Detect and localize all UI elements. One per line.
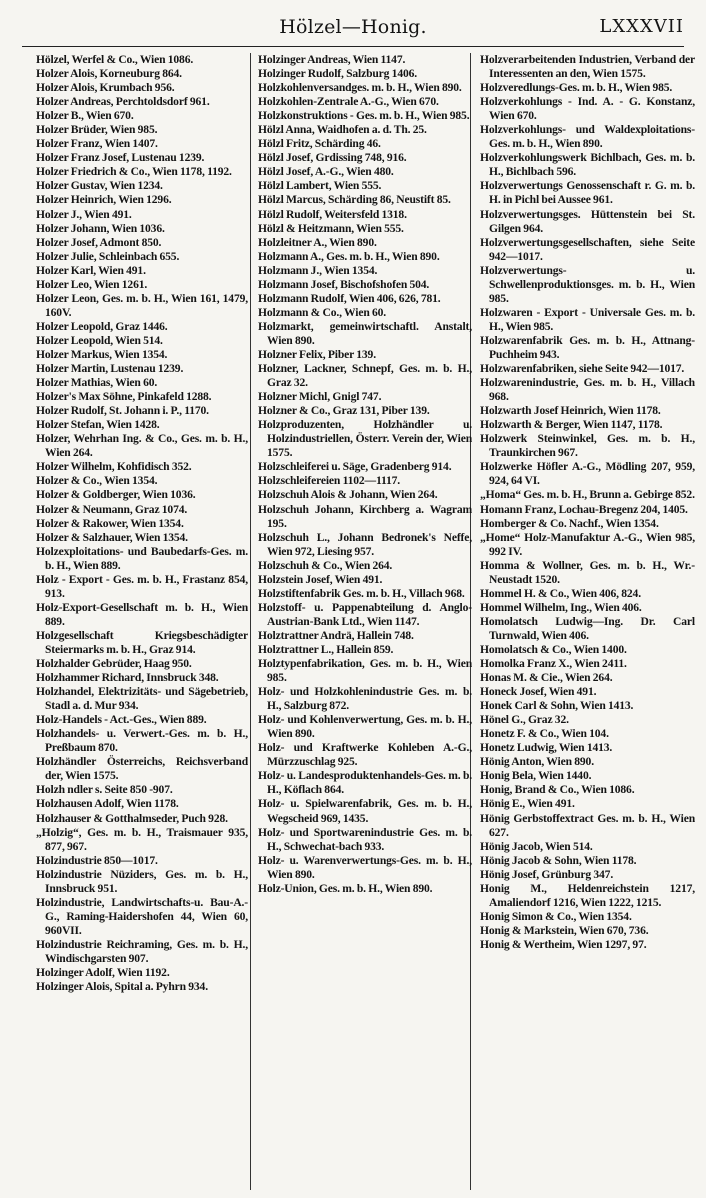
directory-entry: Holzleitner A., Wien 890. — [258, 235, 377, 249]
directory-entry: Holzwarenfabriken, siehe Seite 942—1017. — [480, 362, 685, 376]
directory-entry: Holzer Leo, Wien 1261. — [36, 277, 148, 291]
directory-entry: Holz- u. Spielwarenfabrik, Ges. m. b. H., Wegscheid 969, 1435. — [258, 797, 472, 825]
directory-entry: Hommel H. & Co., Wien 406, 824. — [480, 586, 641, 600]
directory-entry: Holzer Leopold, Graz 1446. — [36, 319, 168, 333]
directory-entry: Hönig E., Wien 491. — [480, 797, 575, 811]
directory-entry: Holzhandel, Elektrizitäts- und Sägebetrieb, Stadl a. d. Mur 934. — [36, 685, 248, 713]
directory-entry: Hönig Josef, Grünburg 347. — [480, 867, 614, 881]
directory-entry: Holzverkohlungs- und Waldexploitations-Ges. m. b. H., Wien 890. — [480, 123, 695, 151]
directory-entry: „Holzig“, Ges. m. b. H., Traismauer 935, 877, 967. — [36, 825, 248, 853]
directory-entry: Holzner & Co., Graz 131, Piber 139. — [258, 404, 430, 418]
directory-entry: Holzstein Josef, Wien 491. — [258, 572, 383, 586]
directory-entry: Hölzl Marcus, Schärding 86, Neustift 85. — [258, 193, 451, 207]
directory-entry: Holzstoff- u. Pappenabteilung d. Anglo-Austrian-Bank Ltd., Wien 1147. — [258, 600, 472, 628]
directory-entry: Holzer J., Wien 491. — [36, 207, 132, 221]
directory-entry: Hölzl Lambert, Wien 555. — [258, 179, 382, 193]
directory-entry: Holzverwertungsgesellschaften, siehe Seite 942—1017. — [480, 235, 695, 263]
directory-entry: Holzer Brüder, Wien 985. — [36, 123, 158, 137]
directory-entry: Holzhandels- u. Verwert.-Ges. m. b. H., Preßbaum 870. — [36, 727, 248, 755]
directory-entry: Holzkohlenversandges. m. b. H., Wien 890. — [258, 81, 462, 95]
directory-entry: Holzer, Wehrhan Ing. & Co., Ges. m. b. H., Wien 264. — [36, 432, 248, 460]
directory-entry: Holzer Josef, Admont 850. — [36, 235, 162, 249]
directory-entry: Holzwerk Steinwinkel, Ges. m. b. H., Traunkirchen 967. — [480, 432, 695, 460]
directory-entry: Holzer Wilhelm, Kohfidisch 352. — [36, 460, 192, 474]
directory-entry: Honeck Josef, Wien 491. — [480, 685, 597, 699]
directory-entry: Holz- und Kohlenverwertung, Ges. m. b. H., Wien 890. — [258, 713, 472, 741]
directory-entry: Holzveredlungs-Ges. m. b. H., Wien 985. — [480, 81, 673, 95]
directory-entry: Holzer Gustav, Wien 1234. — [36, 179, 163, 193]
directory-entry: Holzer Heinrich, Wien 1296. — [36, 193, 172, 207]
directory-entry: Holzkonstruktions - Ges. m. b. H., Wien 985. — [258, 109, 470, 123]
directory-entry: Holzer Alois, Korneuburg 864. — [36, 67, 182, 81]
directory-entry: „Home“ Holz-Manufaktur A.-G., Wien 985, 992 IV. — [480, 530, 695, 558]
directory-entry: Hönig Gerbstoffextract Ges. m. b. H., Wien 627. — [480, 811, 695, 839]
directory-entry: Holzschuh & Co., Wien 264. — [258, 558, 393, 572]
directory-entry: Holzhammer Richard, Innsbruck 348. — [36, 671, 219, 685]
directory-entry: Hönig Jacob & Sohn, Wien 1178. — [480, 853, 637, 867]
directory-entry: Holzinger Rudolf, Salzburg 1406. — [258, 67, 418, 81]
directory-entry: Hölzl Josef, A.-G., Wien 480. — [258, 165, 394, 179]
directory-entry: Holzner Michl, Gnigl 747. — [258, 390, 382, 404]
directory-columns — [36, 53, 698, 1193]
directory-entry: Holzer Julie, Schleinbach 655. — [36, 249, 180, 263]
directory-entry: Holzwarth & Berger, Wien 1147, 1178. — [480, 418, 663, 432]
directory-entry: Honetz F. & Co., Wien 104. — [480, 727, 609, 741]
directory-entry: Holzschuh L., Johann Bedronek's Neffe, Wien 972, Liesing 957. — [258, 530, 472, 558]
directory-entry: Holzstiftenfabrik Ges. m. b. H., Villach 968. — [258, 586, 465, 600]
directory-entry: Homolka Franz X., Wien 2411. — [480, 657, 627, 671]
directory-entry: Holzschleiferei u. Säge, Gradenberg 914. — [258, 460, 452, 474]
directory-entry: Holzwarth Josef Heinrich, Wien 1178. — [480, 404, 661, 418]
directory-entry: Holz- und Kraftwerke Kohleben A.-G., Mürzzuschlag 925. — [258, 741, 472, 769]
directory-entry: Holzmann & Co., Wien 60. — [258, 305, 387, 319]
directory-entry: Holzverkohlungswerk Bichlbach, Ges. m. b. H., Bichlbach 596. — [480, 151, 695, 179]
directory-entry: Hölzl Josef, Grdissing 748, 916. — [258, 151, 407, 165]
directory-entry: Holzner, Lackner, Schnepf, Ges. m. b. H., Graz 32. — [258, 362, 472, 390]
directory-entry: Holzer & Co., Wien 1354. — [36, 474, 158, 488]
directory-entry: Holzexploitations- und Baubedarfs-Ges. m. b. H., Wien 889. — [36, 544, 248, 572]
directory-entry: Holztrattner Andrä, Hallein 748. — [258, 628, 414, 642]
directory-entry: Honig Bela, Wien 1440. — [480, 769, 592, 783]
directory-entry: Homann Franz, Lochau-Bregenz 204, 1405. — [480, 502, 688, 516]
page-number: LXXXVII — [599, 16, 684, 37]
directory-entry: Homma & Wollner, Ges. m. b. H., Wr.-Neustadt 1520. — [480, 558, 695, 586]
directory-entry: Hölzel, Werfel & Co., Wien 1086. — [36, 53, 194, 66]
directory-entry: Holzer Stefan, Wien 1428. — [36, 418, 160, 432]
directory-entry: Holzer Rudolf, St. Johann i. P., 1170. — [36, 404, 209, 418]
directory-entry: Honek Carl & Sohn, Wien 1413. — [480, 699, 634, 713]
directory-entry: Hölzl Fritz, Schärding 46. — [258, 137, 381, 151]
directory-entry: Holz- u. Warenverwertungs-Ges. m. b. H., Wien 890. — [258, 853, 472, 881]
directory-entry: Holzproduzenten, Holzhändler u. Holzindustriellen, Österr. Verein der, Wien 1575. — [258, 418, 472, 460]
directory-entry: Hölzl Anna, Waidhofen a. d. Th. 25. — [258, 123, 427, 137]
directory-entry: Holzmarkt, gemeinwirtschaftl. Anstalt, Wien 890. — [258, 319, 472, 347]
directory-entry: Holzmann Josef, Bischofshofen 504. — [258, 277, 430, 291]
directory-entry: Holzindustrie, Landwirtschafts-u. Bau-A.-G., Raming-Haidershofen 44, Wien 60, 960VII. — [36, 895, 248, 937]
directory-entry: Hönig Jacob, Wien 514. — [480, 839, 593, 853]
page-title: Hölzel—Honig. — [279, 16, 427, 38]
directory-entry: Holzer Alois, Krumbach 956. — [36, 81, 175, 95]
directory-entry: Holzner Felix, Piber 139. — [258, 347, 376, 361]
header-rule — [22, 46, 684, 47]
directory-entry: Homolatsch & Co., Wien 1400. — [480, 642, 627, 656]
directory-entry: Holztrattner L., Hallein 859. — [258, 642, 394, 656]
directory-entry: Holzverwertungs- u. Schwellenproduktionsges. m. b. H., Wien 985. — [480, 263, 695, 305]
directory-entry: Holz - Export - Ges. m. b. H., Frastanz 854, 913. — [36, 572, 248, 600]
directory-entry: Hönel G., Graz 32. — [480, 713, 569, 727]
directory-entry: Honig M., Heldenreichstein 1217, Amaliendorf 1216, Wien 1222, 1215. — [480, 881, 695, 909]
directory-entry: Homberger & Co. Nachf., Wien 1354. — [480, 516, 659, 530]
directory-entry: Holzer B., Wien 670. — [36, 109, 134, 123]
directory-entry: Holzschuh Alois & Johann, Wien 264. — [258, 488, 438, 502]
directory-entry: Holzindustrie 850—1017. — [36, 853, 158, 867]
directory-entry: Holzschleifereien 1102—1117. — [258, 474, 401, 488]
directory-entry: Holzverkohlungs - Ind. A. - G. Konstanz, Wien 670. — [480, 95, 695, 123]
directory-entry: Holzwerke Höfler A.-G., Mödling 207, 959, 924, 64 VI. — [480, 460, 695, 488]
directory-entry: Holzgesellschaft Kriegsbeschädigter Steiermarks m. b. H., Graz 914. — [36, 628, 248, 656]
directory-entry: Hölzl & Heitzmann, Wien 555. — [258, 221, 404, 235]
directory-entry: Holz- und Holzkohlenindustrie Ges. m. b. H., Salzburg 872. — [258, 685, 472, 713]
directory-entry: Holzer Franz Josef, Lustenau 1239. — [36, 151, 205, 165]
directory-entry: Honig, Brand & Co., Wien 1086. — [480, 783, 635, 797]
column-1 — [36, 53, 248, 1193]
directory-entry: Holzwarenfabrik Ges. m. b. H., Attnang-Puchheim 943. — [480, 333, 695, 361]
directory-entry: Holzmann A., Ges. m. b. H., Wien 890. — [258, 249, 440, 263]
directory-entry: Holzh ndler s. Seite 850 -907. — [36, 783, 173, 797]
directory-entry: Hölzl Rudolf, Weitersfeld 1318. — [258, 207, 407, 221]
directory-entry: Hönig Anton, Wien 890. — [480, 755, 594, 769]
directory-entry: Holzer Markus, Wien 1354. — [36, 347, 168, 361]
directory-entry: Holzer Friedrich & Co., Wien 1178, 1192. — [36, 165, 232, 179]
directory-entry: Hommel Wilhelm, Ing., Wien 406. — [480, 600, 642, 614]
column-2 — [258, 53, 472, 1193]
directory-entry: Holzverwertungs Genossenschaft r. G. m. b. H. in Pichl bei Aussee 961. — [480, 179, 695, 207]
directory-entry: Holzer Leon, Ges. m. b. H., Wien 161, 1479, 160V. — [36, 291, 248, 319]
directory-entry: Honetz Ludwig, Wien 1413. — [480, 741, 613, 755]
directory-entry: Holzinger Alois, Spital a. Pyhrn 934. — [36, 980, 208, 994]
directory-entry: Holzwaren - Export - Universale Ges. m. b. H., Wien 985. — [480, 305, 695, 333]
directory-entry: Holzhändler Österreichs, Reichsverband der, Wien 1575. — [36, 755, 248, 783]
column-3 — [480, 53, 695, 1193]
directory-entry: Honig & Wertheim, Wien 1297, 97. — [480, 937, 647, 951]
directory-entry: Holzer & Goldberger, Wien 1036. — [36, 488, 196, 502]
directory-entry: Holzindustrie Reichraming, Ges. m. b. H., Windischgarsten 907. — [36, 937, 248, 965]
directory-entry: Holzer Andreas, Perchtoldsdorf 961. — [36, 95, 210, 109]
directory-entry: Holzer Johann, Wien 1036. — [36, 221, 165, 235]
directory-entry: Holz-Export-Gesellschaft m. b. H., Wien 889. — [36, 600, 248, 628]
directory-entry: Holzhauser & Gotthalmseder, Puch 928. — [36, 811, 228, 825]
directory-entry: Holz-Handels - Act.-Ges., Wien 889. — [36, 713, 207, 727]
directory-entry: Holzinger Adolf, Wien 1192. — [36, 966, 170, 980]
directory-entry: Holzkohlen-Zentrale A.-G., Wien 670. — [258, 95, 439, 109]
directory-entry: Holzer Leopold, Wien 514. — [36, 333, 163, 347]
directory-entry: Holzer Martin, Lustenau 1239. — [36, 362, 184, 376]
directory-entry: Holzverarbeitenden Industrien, Verband der Interessenten an den, Wien 1575. — [480, 53, 695, 81]
directory-entry: Holzer & Rakower, Wien 1354. — [36, 516, 184, 530]
directory-entry: Holz- u. Landesproduktenhandels-Ges. m. b. H., Köflach 864. — [258, 769, 472, 797]
directory-entry: Holztypenfabrikation, Ges. m. b. H., Wien 985. — [258, 657, 472, 685]
page-header — [0, 12, 706, 46]
directory-entry: Holz- und Sportwarenindustrie Ges. m. b. H., Schwechat-bach 933. — [258, 825, 472, 853]
directory-entry: Holzhausen Adolf, Wien 1178. — [36, 797, 179, 811]
directory-entry: Holzmann Rudolf, Wien 406, 626, 781. — [258, 291, 441, 305]
directory-entry: Holzmann J., Wien 1354. — [258, 263, 378, 277]
directory-entry: Holzwarenindustrie, Ges. m. b. H., Villach 968. — [480, 376, 695, 404]
directory-entry: Honig & Markstein, Wien 670, 736. — [480, 923, 649, 937]
directory-entry: Holzhalder Gebrüder, Haag 950. — [36, 657, 192, 671]
directory-entry: Holzer & Salzhauer, Wien 1354. — [36, 530, 188, 544]
directory-entry: Honig Simon & Co., Wien 1354. — [480, 909, 632, 923]
directory-entry: Homolatsch Ludwig—Ing. Dr. Carl Turnwald, Wien 406. — [480, 614, 695, 642]
directory-entry: Holzschuh Johann, Kirchberg a. Wagram 195. — [258, 502, 472, 530]
directory-entry: Holzer Karl, Wien 491. — [36, 263, 146, 277]
directory-entry: Holzer's Max Söhne, Pinkafeld 1288. — [36, 390, 212, 404]
directory-entry: Holzer & Neumann, Graz 1074. — [36, 502, 188, 516]
directory-entry: Holzverwertungsges. Hüttenstein bei St. Gilgen 964. — [480, 207, 695, 235]
directory-entry: Holzinger Andreas, Wien 1147. — [258, 53, 406, 66]
directory-entry: Holzindustrie Nüziders, Ges. m. b. H., Innsbruck 951. — [36, 867, 248, 895]
directory-entry: Honas M. & Cie., Wien 264. — [480, 671, 613, 685]
directory-entry: „Homa“ Ges. m. b. H., Brunn a. Gebirge 852. — [480, 488, 695, 502]
directory-entry: Holz-Union, Ges. m. b. H., Wien 890. — [258, 881, 433, 895]
directory-entry: Holzer Mathias, Wien 60. — [36, 376, 158, 390]
directory-entry: Holzer Franz, Wien 1407. — [36, 137, 158, 151]
